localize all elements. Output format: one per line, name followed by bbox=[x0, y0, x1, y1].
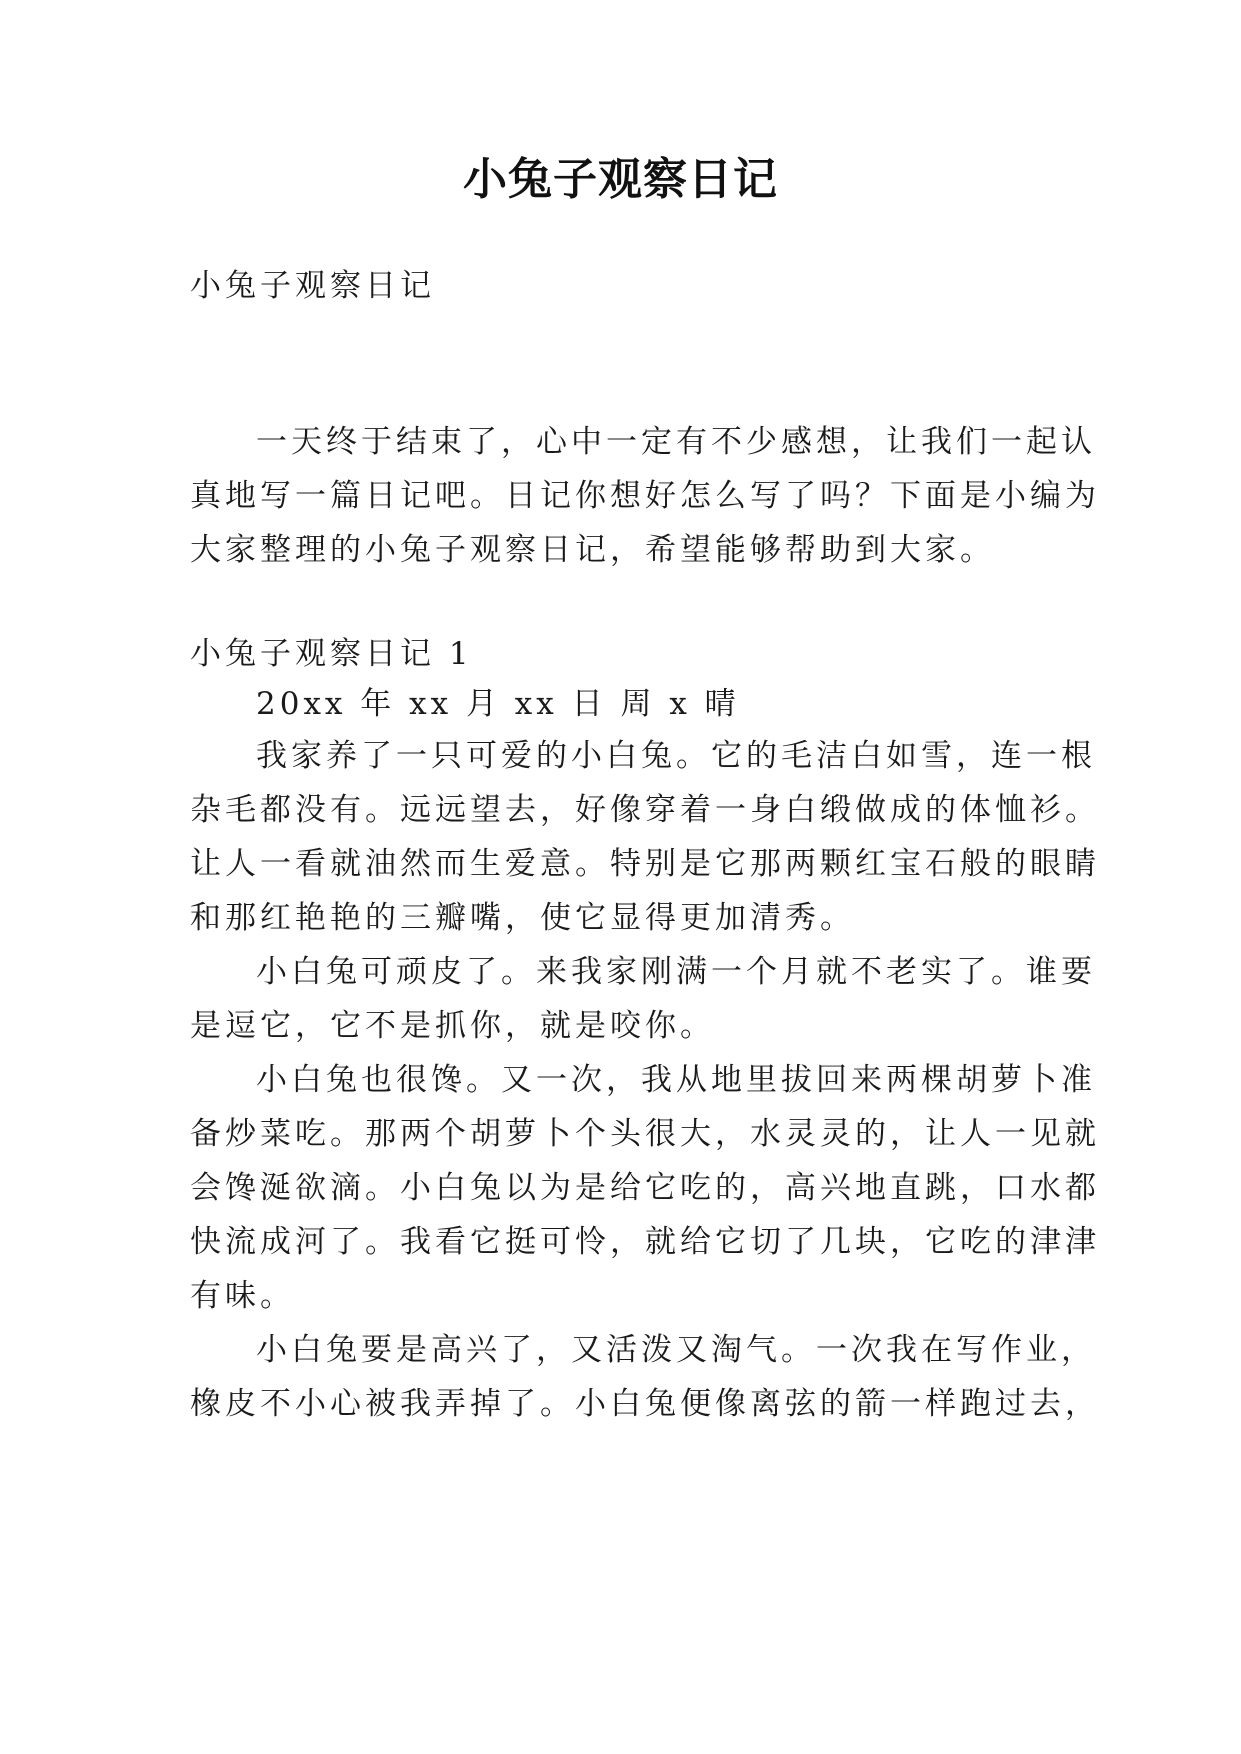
document-subtitle: 小兔子观察日记 bbox=[190, 268, 435, 304]
paragraph-line: 和那红艳艳的三瓣嘴，使它显得更加清秀。 bbox=[190, 900, 855, 936]
paragraph-line: 小白兔要是高兴了，又活泼又淘气。一次我在写作业， bbox=[256, 1332, 1096, 1368]
section-heading: 小兔子观察日记 1 bbox=[190, 636, 473, 672]
paragraph-line: 橡皮不小心被我弄掉了。小白兔便像离弦的箭一样跑过去， bbox=[190, 1386, 1100, 1422]
paragraph-line: 杂毛都没有。远远望去，好像穿着一身白缎做成的体恤衫。 bbox=[190, 792, 1100, 828]
intro-line: 一天终于结束了，心中一定有不少感想，让我们一起认 bbox=[256, 424, 1096, 460]
intro-line: 真地写一篇日记吧。日记你想好怎么写了吗？下面是小编为 bbox=[190, 478, 1100, 514]
paragraph-line: 会馋涎欲滴。小白兔以为是给它吃的，高兴地直跳，口水都 bbox=[190, 1170, 1100, 1206]
document-title: 小兔子观察日记 bbox=[463, 154, 778, 205]
paragraph-line: 小白兔可顽皮了。来我家刚满一个月就不老实了。谁要 bbox=[256, 954, 1096, 990]
paragraph-line: 有味。 bbox=[190, 1278, 295, 1314]
paragraph-line: 是逗它，它不是抓你，就是咬你。 bbox=[190, 1008, 715, 1044]
paragraph-line: 快流成河了。我看它挺可怜，就给它切了几块，它吃的津津 bbox=[190, 1224, 1100, 1260]
paragraph-line: 备炒菜吃。那两个胡萝卜个头很大，水灵灵的，让人一见就 bbox=[190, 1116, 1100, 1152]
paragraph-line: 我家养了一只可爱的小白兔。它的毛洁白如雪，连一根 bbox=[256, 738, 1096, 774]
intro-line: 大家整理的小兔子观察日记，希望能够帮助到大家。 bbox=[190, 532, 995, 568]
date-line: 20xx 年 xx 月 xx 日 周 x 晴 bbox=[256, 686, 740, 722]
paragraph-line: 让人一看就油然而生爱意。特别是它那两颗红宝石般的眼睛 bbox=[190, 846, 1100, 882]
paragraph-line: 小白兔也很馋。又一次，我从地里拔回来两棵胡萝卜准 bbox=[256, 1062, 1096, 1098]
